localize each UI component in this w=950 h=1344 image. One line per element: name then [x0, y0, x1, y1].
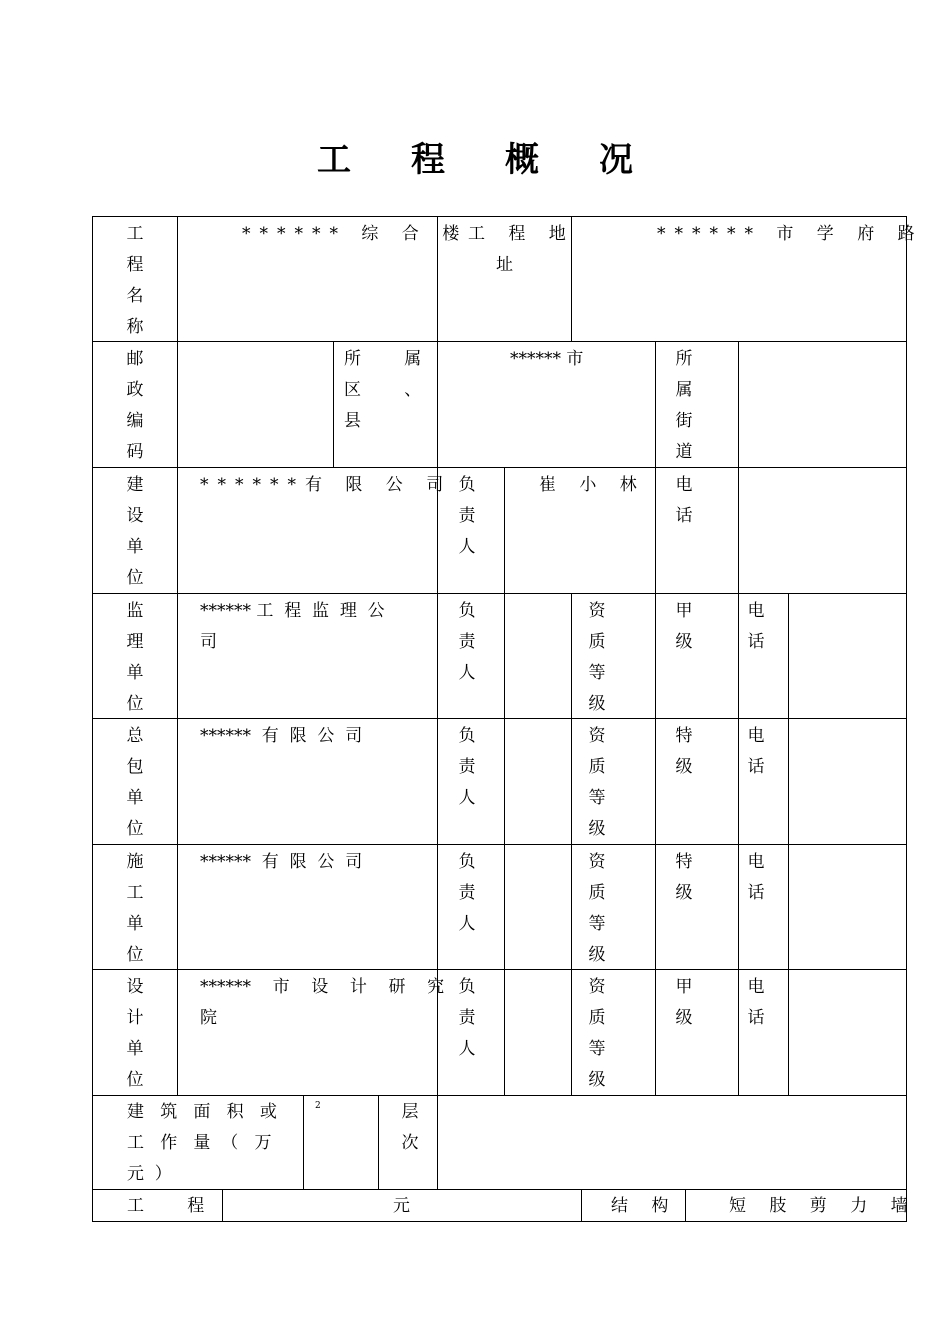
qualification-value: 特级 — [675, 726, 693, 777]
project-name-value: ****** 综 合 楼 — [242, 224, 469, 244]
column-divider — [177, 216, 178, 1095]
row-divider — [92, 593, 907, 594]
area-unit-superscript: 2 — [315, 1101, 321, 1111]
row-divider — [92, 341, 907, 342]
label-street: 所属街道 — [675, 349, 693, 462]
row-divider — [92, 467, 907, 468]
label-structure: 结 构 — [611, 1196, 678, 1216]
project-address-value: ****** 市 学 府 路 — [657, 224, 924, 244]
supervision-unit-value: ****** 工 程 监 理 公 — [200, 601, 385, 621]
column-divider — [738, 341, 739, 1095]
label-qualification: 资质等级 — [588, 977, 606, 1090]
label-supervision-unit: 监理单位 — [126, 601, 144, 714]
label-project-address-cont: 址 — [496, 255, 513, 275]
column-divider — [333, 341, 334, 467]
label-phone: 电话 — [747, 601, 765, 652]
label-qualification: 资质等级 — [588, 726, 606, 839]
label-person-in-charge: 负责人 — [458, 726, 476, 808]
row-divider — [92, 1189, 907, 1190]
label-district-cont: 区 、 — [344, 380, 422, 400]
row-divider — [92, 969, 907, 970]
column-divider — [504, 467, 505, 1095]
label-project-name: 工程名称 — [126, 224, 144, 337]
label-qualification: 资质等级 — [588, 601, 606, 714]
label-person-in-charge: 负责人 — [458, 601, 476, 683]
row-divider — [92, 718, 907, 719]
general-contractor-value: ****** 有 限 公 司 — [200, 726, 363, 746]
label-qualification: 资质等级 — [588, 852, 606, 965]
column-divider — [222, 1189, 223, 1221]
column-divider — [685, 1189, 686, 1221]
label-phone: 电话 — [747, 977, 765, 1028]
design-unit-value: ****** 市 设 计 研 究 — [200, 977, 445, 997]
cost-unit: 元 — [393, 1196, 410, 1216]
label-district: 所 属 — [344, 349, 422, 369]
label-floors: 层次 — [401, 1102, 419, 1153]
label-district-cont2: 县 — [344, 411, 361, 431]
structure-value: 短 肢 剪 力 墙 — [729, 1196, 917, 1216]
column-divider — [788, 593, 789, 1095]
label-building-area-cont: 工 作 量 （ 万 — [127, 1133, 272, 1153]
label-person-in-charge: 负责人 — [458, 852, 476, 934]
qualification-value: 特级 — [675, 852, 693, 903]
label-building-area: 建 筑 面 积 或 — [127, 1102, 277, 1122]
qualification-value: 甲级 — [675, 601, 693, 652]
label-person-in-charge: 负责人 — [458, 475, 476, 557]
label-phone: 电话 — [747, 726, 765, 777]
label-construction-unit: 建设单位 — [126, 475, 144, 588]
person-in-charge-value: 崔 小 林 — [539, 475, 646, 495]
column-divider — [581, 1189, 582, 1221]
label-postal-code: 邮政编码 — [126, 349, 144, 462]
label-general-contractor: 总包单位 — [126, 726, 144, 839]
supervision-unit-value-cont: 司 — [200, 632, 217, 652]
label-project-address: 工 程 地 — [468, 224, 575, 244]
label-design-unit: 设计单位 — [126, 977, 144, 1090]
label-person-in-charge: 负责人 — [458, 977, 476, 1059]
row-divider — [92, 844, 907, 845]
design-unit-value-cont: 院 — [200, 1008, 217, 1028]
row-divider — [92, 1095, 907, 1096]
qualification-value: 甲级 — [675, 977, 693, 1028]
column-divider — [303, 1095, 304, 1189]
label-project-cost: 工 程 — [127, 1196, 205, 1216]
district-value: ****** 市 — [510, 349, 584, 369]
table-border-top — [92, 216, 907, 217]
column-divider — [571, 593, 572, 1095]
table-border-left — [92, 216, 93, 1221]
table-border-right — [906, 216, 907, 1221]
column-divider — [378, 1095, 379, 1189]
page-title: 工 程 概 况 — [317, 140, 633, 180]
construction-unit-value: ******有 限 公 司 — [200, 475, 453, 495]
label-phone: 电话 — [675, 475, 693, 526]
label-building-area-cont2: 元 ） — [127, 1164, 172, 1184]
label-phone: 电话 — [747, 852, 765, 903]
column-divider — [655, 341, 656, 1095]
column-divider — [437, 216, 438, 1189]
builder-unit-value: ****** 有 限 公 司 — [200, 852, 363, 872]
label-builder-unit: 施工单位 — [126, 852, 144, 965]
